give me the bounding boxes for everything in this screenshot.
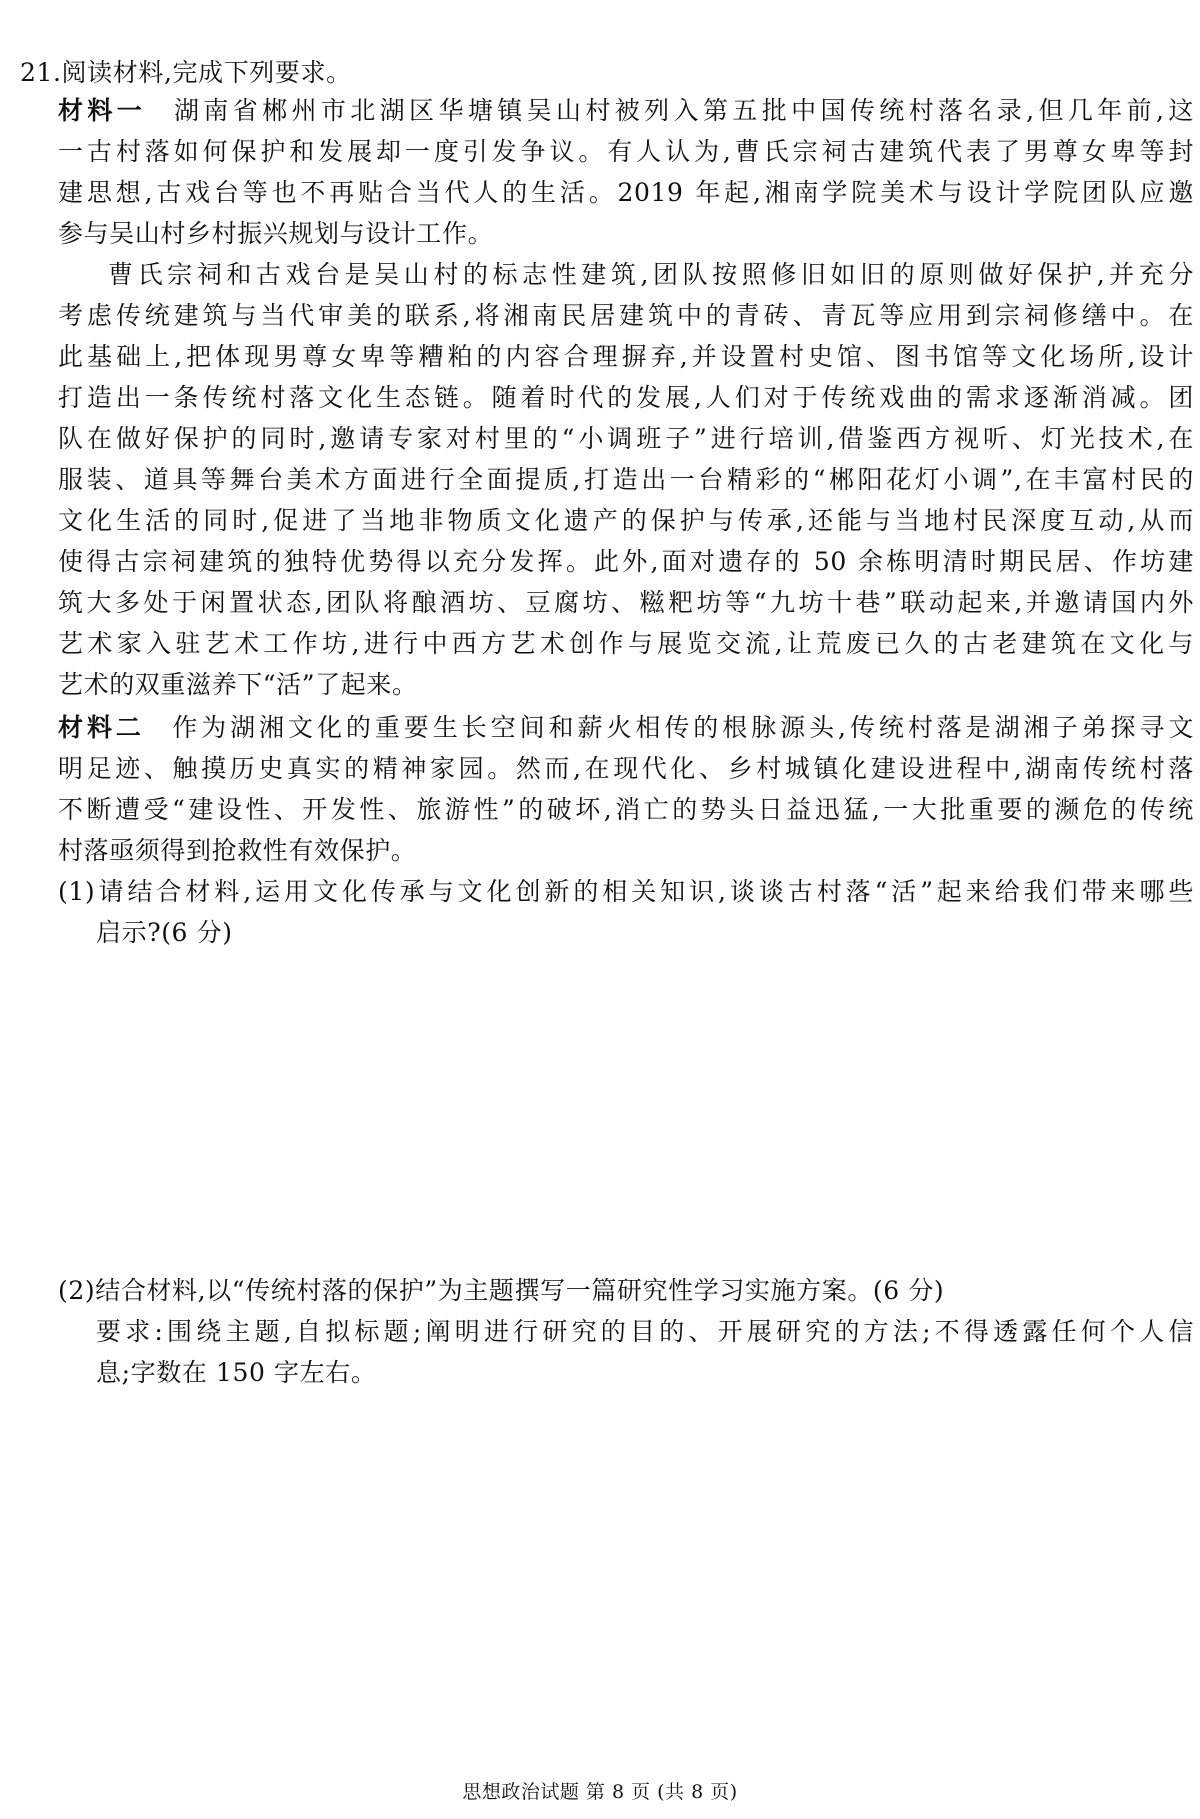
material1-line-4: 参与吴山村乡村振兴规划与设计工作。 (58, 219, 494, 248)
material1-line-10: 服装、道具等舞台美术方面进行全面提质,打造出一台精彩的“郴阳花灯小调”,在丰富村民的 (58, 465, 1194, 494)
subquestion2-requirement-line-2: 息;字数在 150 字左右。 (96, 1358, 377, 1387)
material1-line-13: 筑大多处于闲置状态,团队将酿酒坊、豆腐坊、糍粑坊等“九坊十巷”联动起来,并邀请国内外 (58, 588, 1194, 617)
material1-line-1: 材料一 湖南省郴州市北湖区华塘镇吴山村被列入第五批中国传统村落名录,但几年前,这 (58, 96, 1194, 125)
question-title: 21.阅读材料,完成下列要求。 (20, 58, 352, 87)
material1-label: 材料一 (58, 96, 147, 125)
material2-line-2: 明足迹、触摸历史真实的精神家园。然而,在现代化、乡村城镇化建设进程中,湖南传统村落 (58, 754, 1194, 783)
page-footer: 思想政治试题 第 8 页 (共 8 页) (462, 1781, 738, 1803)
material1-line-5: 曹氏宗祠和古戏台是吴山村的标志性建筑,团队按照修旧如旧的原则做好保护,并充分 (108, 260, 1194, 289)
material2-line-3: 不断遭受“建设性、开发性、旅游性”的破坏,消亡的势头日益迅猛,一大批重要的濒危的传统 (58, 795, 1194, 824)
subquestion1-line-2: 启示?(6 分) (96, 918, 233, 947)
subquestion2-requirement-line-1: 要求:围绕主题,自拟标题;阐明进行研究的目的、开展研究的方法;不得透露任何个人信 (96, 1317, 1194, 1346)
material1-line-8: 打造出一条传统村落文化生态链。随着时代的发展,人们对于传统戏曲的需求逐渐消减。团 (58, 383, 1194, 412)
subquestion1-line-1: (1)请结合材料,运用文化传承与文化创新的相关知识,谈谈古村落“活”起来给我们带来哪些 (58, 877, 1194, 906)
material2-label: 材料二 (58, 713, 145, 742)
material1-line-3: 建思想,古戏台等也不再贴合当代人的生活。2019 年起,湘南学院美术与设计学院团队应邀 (58, 178, 1194, 207)
material1-line-9: 队在做好保护的同时,邀请专家对村里的“小调班子”进行培训,借鉴西方视听、灯光技术,在 (58, 424, 1194, 453)
subquestion2-title: (2)结合材料,以“传统村落的保护”为主题撰写一篇研究性学习实施方案。(6 分) (58, 1276, 945, 1305)
material1-line-12: 使得古宗祠建筑的独特优势得以充分发挥。此外,面对遗存的 50 余栋明清时期民居、作坊建 (58, 547, 1194, 576)
material1-line-2: 一古村落如何保护和发展却一度引发争议。有人认为,曹氏宗祠古建筑代表了男尊女卑等封 (58, 137, 1194, 166)
material1-line-11: 文化生活的同时,促进了当地非物质文化遗产的保护与传承,还能与当地村民深度互动,从而 (58, 506, 1194, 535)
material1-line-6: 考虑传统建筑与当代审美的联系,将湘南民居建筑中的青砖、青瓦等应用到宗祠修缮中。在 (58, 301, 1194, 330)
material1-line-7: 此基础上,把体现男尊女卑等糟粕的内容合理摒弃,并设置村史馆、图书馆等文化场所,设计 (58, 342, 1194, 371)
material2-line-1: 材料二 作为湖湘文化的重要生长空间和薪火相传的根脉源头,传统村落是湖湘子弟探寻文 (58, 713, 1194, 742)
material1-line-14: 艺术家入驻艺术工作坊,进行中西方艺术创作与展览交流,让荒废已久的古老建筑在文化与 (58, 629, 1194, 658)
material1-line-15: 艺术的双重滋养下“活”了起来。 (58, 670, 418, 699)
material2-line-4: 村落亟须得到抢救性有效保护。 (58, 836, 417, 865)
